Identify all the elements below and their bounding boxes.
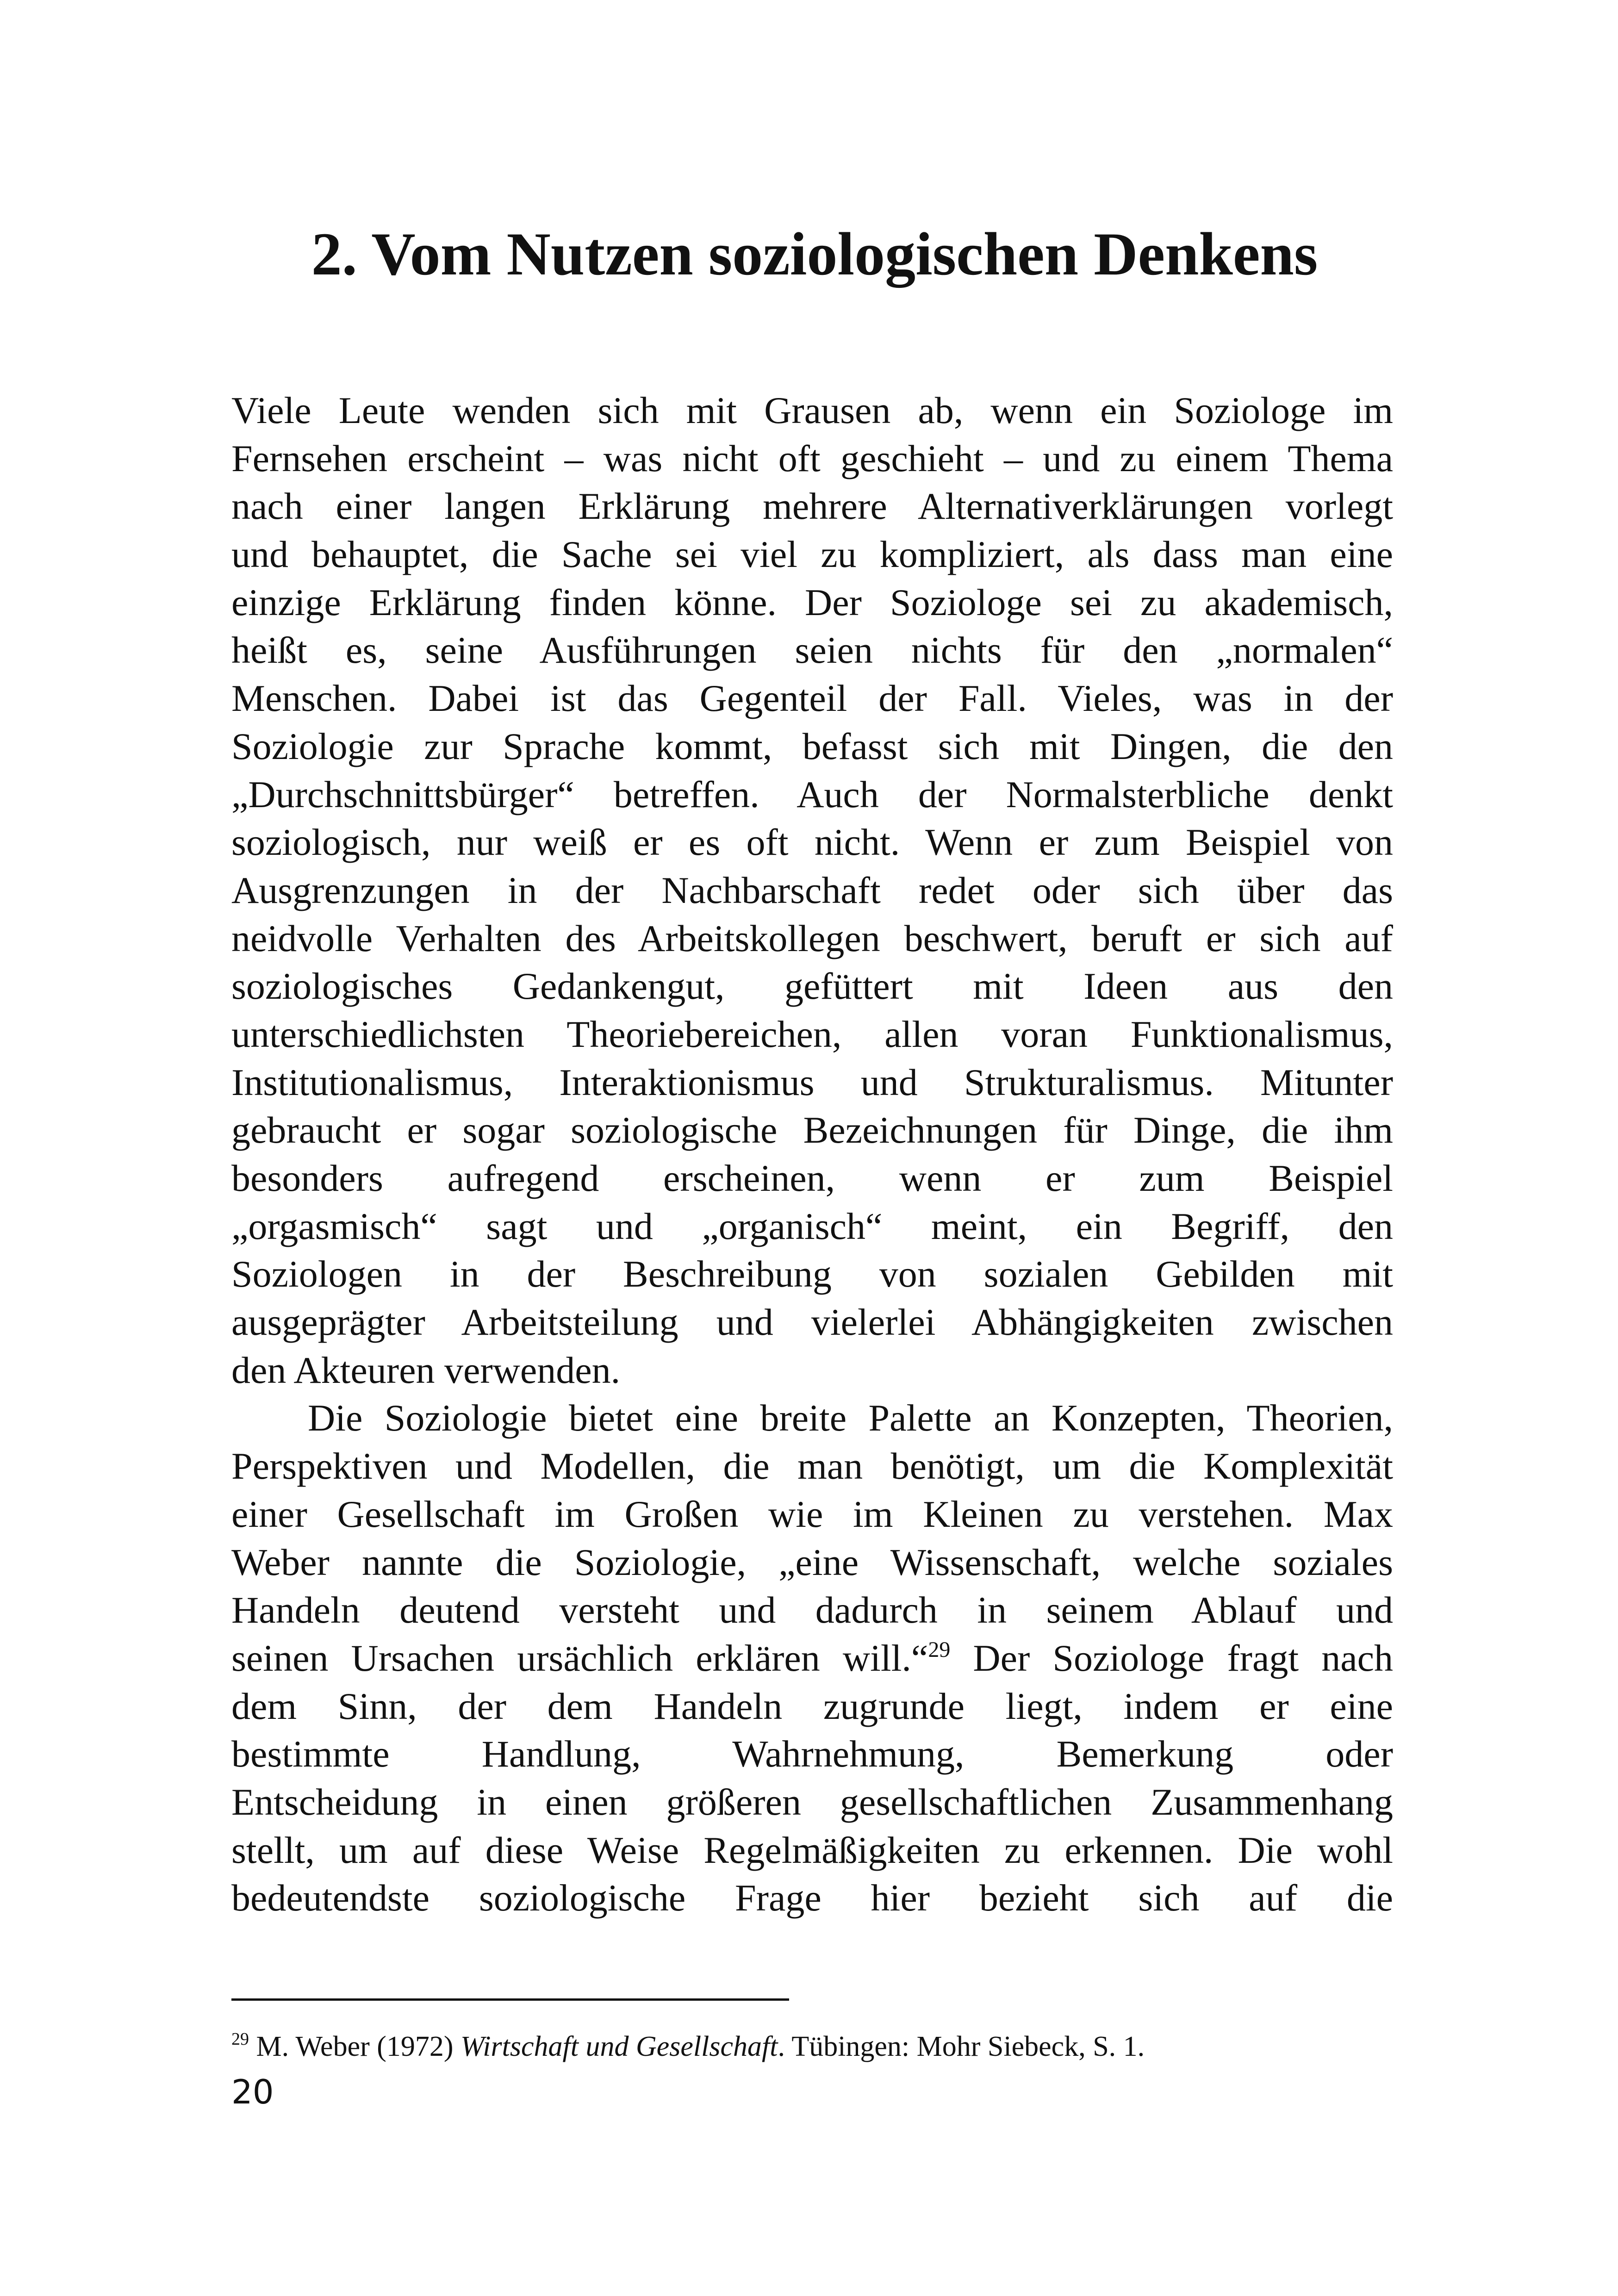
- text-line: Entscheidung in einen größeren gesellschaftlichen Zusammenhang: [231, 1780, 1393, 1823]
- footnote-reference[interactable]: 29: [928, 1637, 951, 1662]
- text-line: Institutionalismus, Interaktionismus und Strukturalismus. Mitunter: [231, 1061, 1393, 1103]
- text-line: einer Gesellschaft im Großen wie im Kleinen zu verstehen. Max: [231, 1493, 1393, 1535]
- footnote-publisher: . Tübingen: Mohr Siebeck, S. 1.: [778, 2031, 1145, 2062]
- paragraph-2: [231, 1394, 1393, 1922]
- text-line: einzige Erklärung finden könne. Der Soziologe sei zu akademisch,: [231, 581, 1393, 623]
- page-number: 20: [231, 2072, 274, 2111]
- text-line: Ausgrenzungen in der Nachbarschaft redet oder sich über das: [231, 869, 1393, 911]
- text-line: Handeln deutend versteht und dadurch in seinem Ablauf und: [231, 1589, 1393, 1631]
- text-line: bestimmte Handlung, Wahrnehmung, Bemerkung oder: [231, 1733, 1393, 1775]
- text-line: heißt es, seine Ausführungen seien nichts für den „normalen“: [231, 629, 1393, 672]
- footnote-author: M. Weber (1972): [249, 2031, 461, 2062]
- text-line: besonders aufregend erscheinen, wenn er zum Beispiel: [231, 1157, 1393, 1199]
- text-line: „orgasmisch“ sagt und „organisch“ meint, ein Begriff, den: [231, 1205, 1393, 1247]
- quote-text: seinen Ursachen ursächlich erklären will.“: [231, 1636, 928, 1679]
- footnote-number: 29: [231, 2029, 249, 2049]
- text-line: den Akteuren verwenden.: [231, 1349, 621, 1391]
- text-line: Viele Leute wenden sich mit Grausen ab, wenn ein Soziologe im: [231, 389, 1393, 431]
- paragraph-1: [231, 386, 1393, 1394]
- text-line: neidvolle Verhalten des Arbeitskollegen beschwert, beruft er sich auf: [231, 917, 1393, 959]
- text-line: „Durchschnittsbürger“ betreffen. Auch der Normalsterbliche denkt: [231, 773, 1393, 815]
- text-line: ausgeprägter Arbeitsteilung und vielerlei Abhängigkeiten zwischen: [231, 1301, 1393, 1344]
- footnote-divider: [231, 1998, 789, 2001]
- text-line: unterschiedlichsten Theoriebereichen, allen voran Funktionalismus,: [231, 1013, 1393, 1055]
- text-line: soziologisches Gedankengut, gefüttert mit Ideen aus den: [231, 965, 1393, 1008]
- text-line: stellt, um auf diese Weise Regelmäßigkeiten zu erkennen. Die wohl: [231, 1829, 1393, 1871]
- text-line: bedeutendste soziologische Frage hier bezieht sich auf die: [231, 1877, 1393, 1919]
- text-line: Die Soziologie bietet eine breite Palette an Konzepten, Theorien,: [308, 1397, 1393, 1439]
- body-text: [231, 386, 1393, 1922]
- chapter-title: 2. Vom Nutzen soziologischen Denkens: [311, 220, 1318, 288]
- text-line: Soziologen in der Beschreibung von sozialen Gebilden mit: [231, 1253, 1393, 1295]
- text-continuation: Der Soziologe fragt nach: [950, 1636, 1393, 1679]
- text-line: dem Sinn, der dem Handeln zugrunde liegt, indem er eine: [231, 1685, 1393, 1727]
- text-line: gebraucht er sogar soziologische Bezeichnungen für Dinge, die ihm: [231, 1109, 1393, 1151]
- text-line: [231, 1634, 1393, 1682]
- text-line: und behauptet, die Sache sei viel zu kompliziert, als dass man eine: [231, 533, 1393, 576]
- footnote: [231, 2028, 1393, 2065]
- text-line: Fernsehen erscheint – was nicht oft geschieht – und zu einem Thema: [231, 437, 1393, 479]
- text-line: Weber nannte die Soziologie, „eine Wissenschaft, welche soziales: [231, 1541, 1393, 1583]
- text-line: Perspektiven und Modellen, die man benötigt, um die Komplexität: [231, 1445, 1393, 1487]
- footnote-work-title: Wirtschaft und Gesellschaft: [461, 2031, 778, 2062]
- text-line: Soziologie zur Sprache kommt, befasst sich mit Dingen, die den: [231, 725, 1393, 767]
- text-line: Menschen. Dabei ist das Gegenteil der Fall. Vieles, was in der: [231, 677, 1393, 720]
- text-line: soziologisch, nur weiß er es oft nicht. Wenn er zum Beispiel von: [231, 821, 1393, 864]
- text-line: nach einer langen Erklärung mehrere Alternativerklärungen vorlegt: [231, 485, 1393, 528]
